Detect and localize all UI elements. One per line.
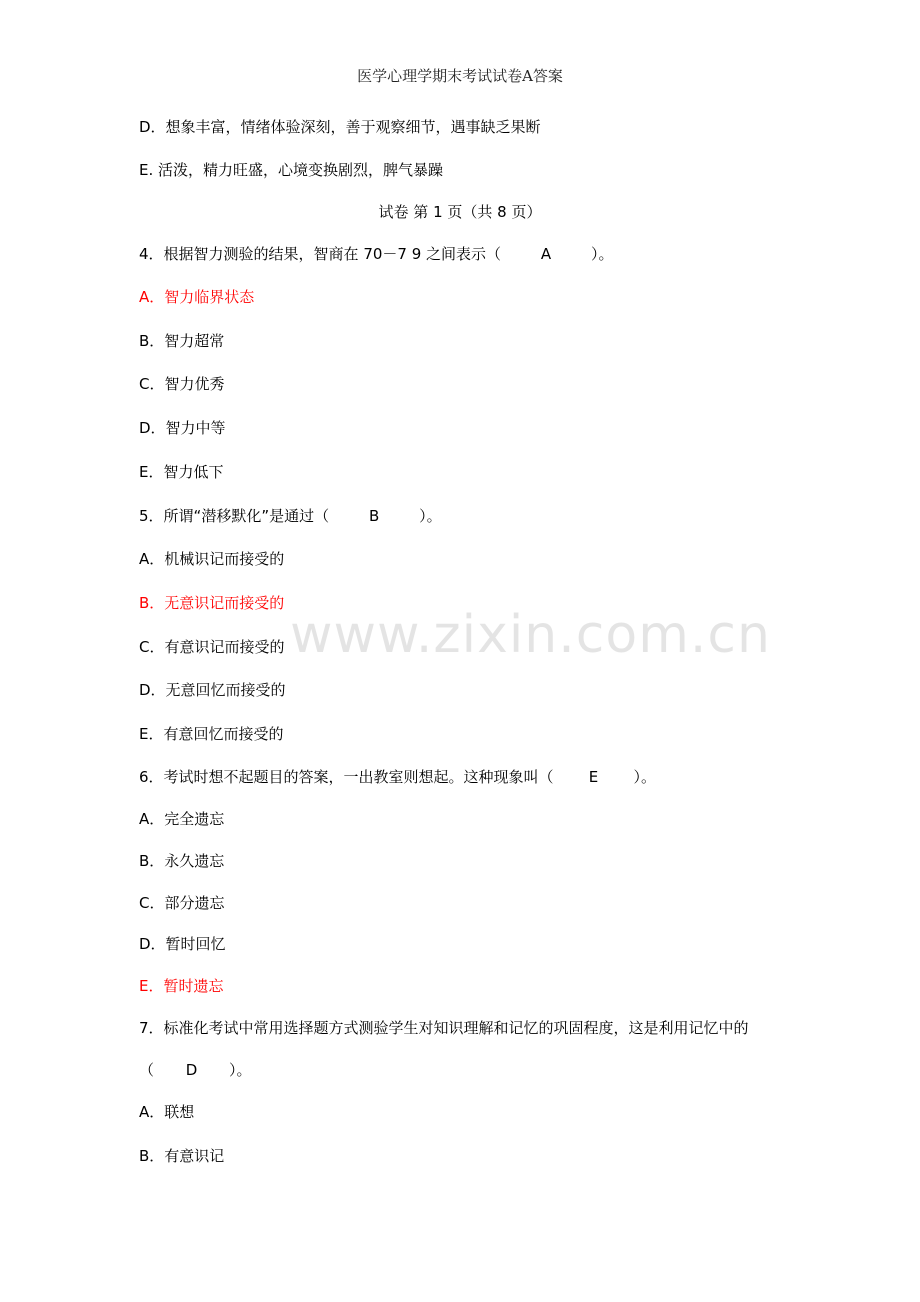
question-5-answer: B [368,507,380,525]
question-6-stem-text: 6．考试时想不起题目的答案，一出教室则想起。这种现象叫（ [139,768,554,786]
page-header-title: 医学心理学期末考试试卷A答案 [357,67,563,85]
question-4-option-b: B．智力超常 [139,332,225,350]
question-6-stem-close: ）。 [633,768,657,786]
question-5-stem [139,505,442,527]
option-d-prev-question: D．想象丰富，情绪体验深刻，善于观察细节，遇事缺乏果断 [139,118,541,136]
question-5-option-a: A．机械识记而接受的 [139,550,285,568]
question-7-stem-line2 [139,1059,252,1081]
question-4-answer: A [540,245,552,263]
question-4-option-c: C．智力优秀 [139,375,225,393]
question-6-option-e: E．暂时遗忘 [139,977,224,995]
question-7-answer: D [185,1061,198,1079]
question-5-option-b: B．无意识记而接受的 [139,594,285,612]
question-7-stem: 7．标准化考试中常用选择题方式测验学生对知识理解和记忆的巩固程度，这是利用记忆中的 [139,1019,749,1037]
question-4-stem [139,243,614,265]
page-footer: 试卷 第 1 页（共 8 页） [378,203,542,221]
option-e-prev-question: E. 活泼，精力旺盛，心境变换剧烈，脾气暴躁 [139,161,444,179]
question-6-option-d: D．暂时回忆 [139,935,226,953]
question-4-option-a: A．智力临界状态 [139,288,255,306]
question-7-stem-close: ）。 [229,1061,252,1079]
question-7-stem-open: （ [139,1061,155,1079]
question-5-stem-close: ）。 [419,507,442,525]
question-5-stem-text: 5．所谓“潜移默化”是通过（ [139,507,330,525]
question-4-option-e: E．智力低下 [139,463,224,481]
question-6-answer: E [588,768,599,786]
question-5-option-d: D．无意回忆而接受的 [139,681,286,699]
question-6-option-c: C．部分遗忘 [139,894,225,912]
question-5-option-e: E．有意回忆而接受的 [139,725,284,743]
question-7-option-b: B．有意识记 [139,1147,225,1165]
question-5-option-c: C．有意识记而接受的 [139,638,285,656]
question-6-option-b: B．永久遗忘 [139,852,225,870]
question-4-stem-text: 4．根据智力测验的结果，智商在 70－7 9 之间表示（ [139,245,502,263]
question-6-stem [139,766,656,788]
question-7-option-a: A．联想 [139,1103,195,1121]
question-6-option-a: A．完全遗忘 [139,810,225,828]
watermark: www.zixin.com.cn [290,605,771,665]
question-4-stem-close: ）。 [591,245,614,263]
question-4-option-d: D．智力中等 [139,419,226,437]
